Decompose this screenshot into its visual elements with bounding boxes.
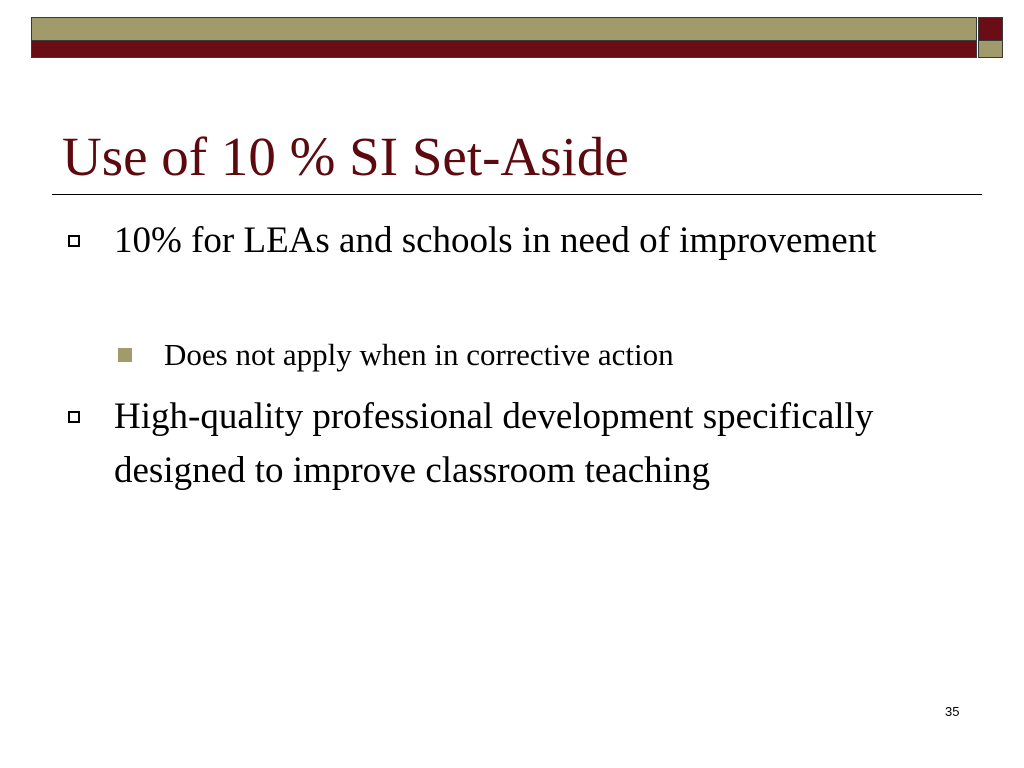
- bullet-item: High-quality professional development specifically designed to improve classroom teaching: [114, 396, 874, 491]
- header-band-red: [31, 41, 977, 58]
- slide-title: Use of 10 % SI Set-Aside: [62, 126, 629, 187]
- header-square-olive: [978, 41, 1003, 58]
- title-divider: [52, 194, 982, 195]
- hollow-square-icon: [68, 411, 80, 423]
- filled-square-icon: [118, 348, 132, 362]
- page-number: 35: [945, 704, 960, 719]
- header-band-olive: [31, 17, 977, 41]
- header-square-red: [978, 17, 1003, 41]
- sub-bullet-item: Does not apply when in corrective action: [164, 337, 674, 372]
- filled-square-shape: [118, 348, 132, 362]
- bullet-item: 10% for LEAs and schools in need of improvement: [114, 220, 877, 261]
- hollow-square-icon: [68, 235, 80, 247]
